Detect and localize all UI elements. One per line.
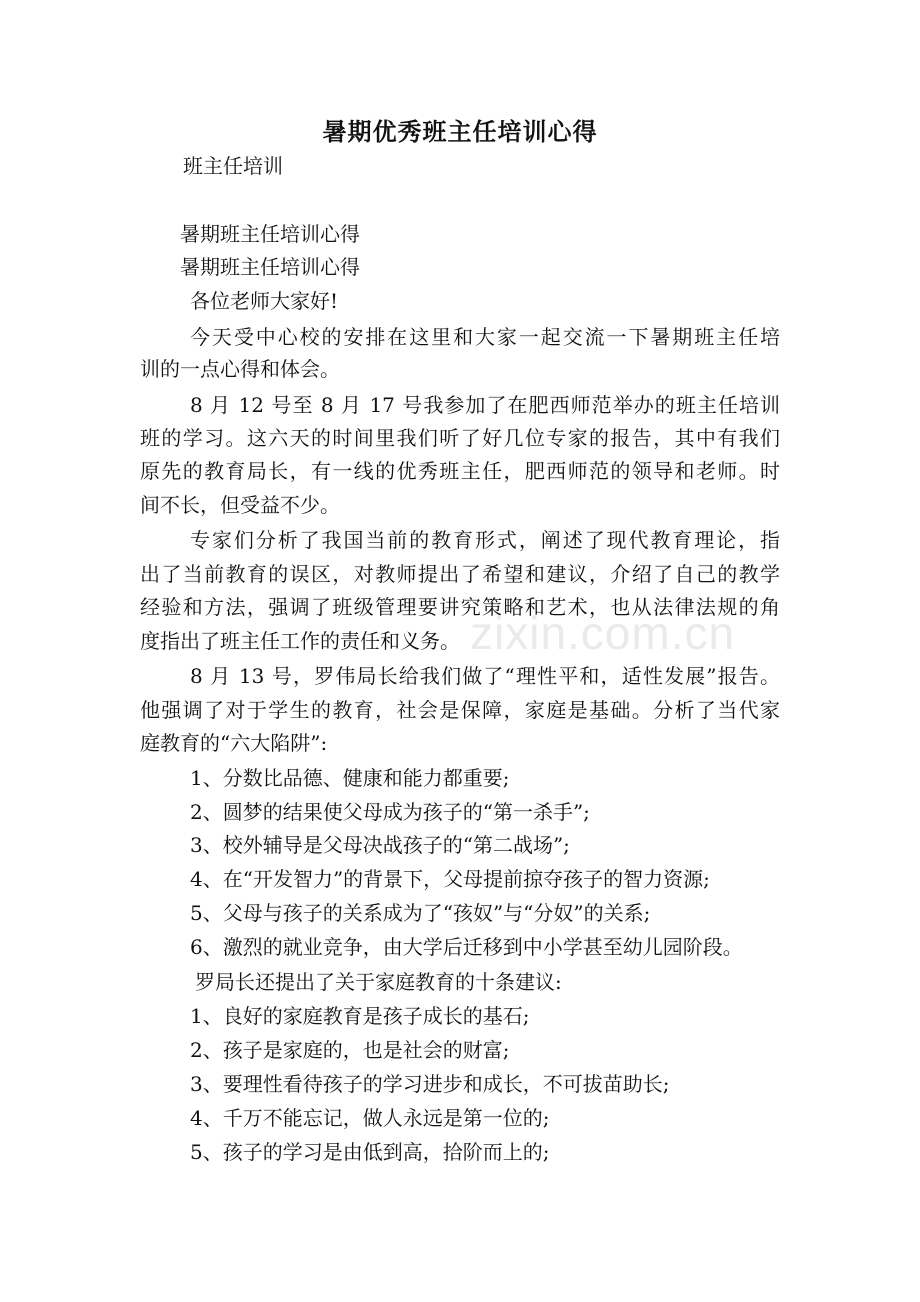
paragraph-line: 间不长，但受益不少。 — [140, 493, 340, 517]
list-item: 3、校外辅导是父母决战孩子的“第二战场”; — [190, 833, 570, 857]
paragraph-line: 8 月 13 号，罗伟局长给我们做了“理性平和，适性发展”报告。 — [190, 664, 780, 688]
subtitle: 班主任培训 — [183, 154, 283, 178]
paragraph-line: 班的学习。这六天的时间里我们听了好几位专家的报告，其中有我们 — [140, 426, 780, 450]
paragraph-line: 训的一点心得和体会。 — [140, 357, 340, 381]
list-item: 5、孩子的学习是由低到高，拾阶而上的; — [190, 1140, 550, 1164]
paragraph-line: 原先的教育局长，有一线的优秀班主任，肥西师范的领导和老师。时 — [140, 459, 780, 483]
paragraph-line: 出了当前教育的误区，对教师提出了希望和建议，介绍了自己的教学 — [140, 562, 780, 586]
list-item: 2、圆梦的结果使父母成为孩子的“第一杀手”; — [190, 800, 590, 824]
suggestions-intro: 罗局长还提出了关于家庭教育的十条建议: — [195, 970, 562, 994]
list-item: 3、要理性看待孩子的学习进步和成长，不可拔苗助长; — [190, 1072, 670, 1096]
paragraph-line: 度指出了班主任工作的责任和义务。 — [140, 629, 460, 653]
list-item: 4、千万不能忘记，做人永远是第一位的; — [190, 1106, 550, 1130]
list-item: 4、在“开发智力”的背景下，父母提前掠夺孩子的智力资源; — [190, 867, 710, 891]
paragraph-line: 经验和方法，强调了班级管理要讲究策略和艺术，也从法律法规的角 — [140, 595, 780, 619]
paragraph-line: 今天受中心校的安排在这里和大家一起交流一下暑期班主任培 — [190, 325, 780, 349]
document-title: 暑期优秀班主任培训心得 — [322, 118, 598, 146]
heading-2: 暑期班主任培训心得 — [180, 255, 360, 279]
list-item: 2、孩子是家庭的，也是社会的财富; — [190, 1038, 510, 1062]
list-item: 5、父母与孩子的关系成为了“孩奴”与“分奴”的关系; — [190, 901, 651, 925]
watermark: zixin.com.cn — [470, 607, 736, 659]
paragraph-line: 庭教育的“六大陷阱”: — [140, 731, 328, 755]
heading-1: 暑期班主任培训心得 — [180, 222, 360, 246]
greeting: 各位老师大家好! — [190, 289, 339, 313]
paragraph-line: 他强调了对于学生的教育，社会是保障，家庭是基础。分析了当代家 — [140, 698, 780, 722]
list-item: 1、分数比品德、健康和能力都重要; — [190, 766, 510, 790]
paragraph-line: 专家们分析了我国当前的教育形式，阐述了现代教育理论，指 — [190, 528, 780, 552]
paragraph-line: 8 月 12 号至 8 月 17 号我参加了在肥西师范举办的班主任培训 — [190, 393, 780, 417]
list-item: 6、激烈的就业竞争，由大学后迁移到中小学甚至幼儿园阶段。 — [190, 935, 743, 959]
list-item: 1、良好的家庭教育是孩子成长的基石; — [190, 1004, 530, 1028]
